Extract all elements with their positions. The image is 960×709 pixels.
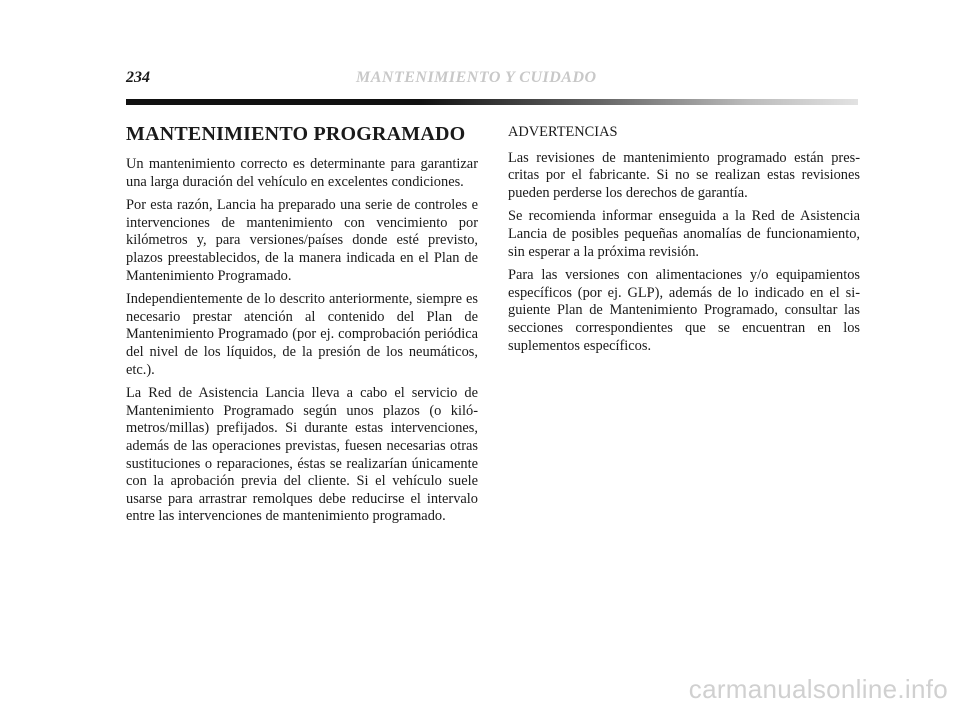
paragraph: Por esta razón, Lancia ha preparado una serie de controles e intervenciones de mantenimiento con vencimiento por kilómetros y, para versiones/países donde esté previsto, plazos preestablecidos, de la manera indicada en el Plan de Mantenimiento Programado. bbox=[126, 197, 478, 284]
paragraph: Las revisiones de mantenimiento programado están prescritas por el fabricante. Si no se realizan estas revisiones pueden perderse los derechos de garantía. bbox=[508, 149, 860, 201]
paragraph: La Red de Asistencia Lancia lleva a cabo el servicio de Mantenimiento Programado según unos plazos (o kilómetros/millas) prefijados. Si durante estas intervenciones, además de las operaciones previstas, fuesen necesarias otras sustituciones o reparaciones, éstas se realizarían únicamente con la aprobación previa del cliente. Si el vehículo suele usarse para arrastrar remolques debe reducirse el intervalo entre las intervenciones de mantenimiento programado. bbox=[126, 385, 478, 525]
paragraph: Independientemente de lo descrito anteriormente, siempre es necesario prestar atención al contenido del Plan de Mantenimiento Programado (por ej. comprobación periódica del nivel de los líquidos, de la presión de los neumáticos, etc.). bbox=[126, 291, 478, 378]
right-column bbox=[508, 120, 860, 361]
paragraph: Un mantenimiento correcto es determinante para garantizar una larga duración del vehículo en excelentes condiciones. bbox=[126, 156, 478, 190]
paragraph: Se recomienda informar enseguida a la Red de Asistencia Lancia de posibles pequeñas anomalías de funcionamiento, sin esperar a la próxima revisión. bbox=[508, 208, 860, 260]
page-number: 234 bbox=[126, 69, 150, 86]
running-header: MANTENIMIENTO Y CUIDADO bbox=[356, 69, 597, 86]
watermark: carmanualsonline.info bbox=[688, 674, 948, 704]
paragraph: Para las versiones con alimentaciones y/o equipamientos específicos (por ej. GLP), además de lo indicado en el siguiente Plan de Mantenimiento Programado, consultar las secciones correspondientes que se encuentran en los suplementos específicos. bbox=[508, 267, 860, 354]
left-column bbox=[126, 120, 478, 532]
warnings-heading: ADVERTENCIAS bbox=[508, 124, 618, 140]
section-title: MANTENIMIENTO PROGRAMADO bbox=[126, 123, 466, 145]
header-rule bbox=[126, 99, 858, 105]
